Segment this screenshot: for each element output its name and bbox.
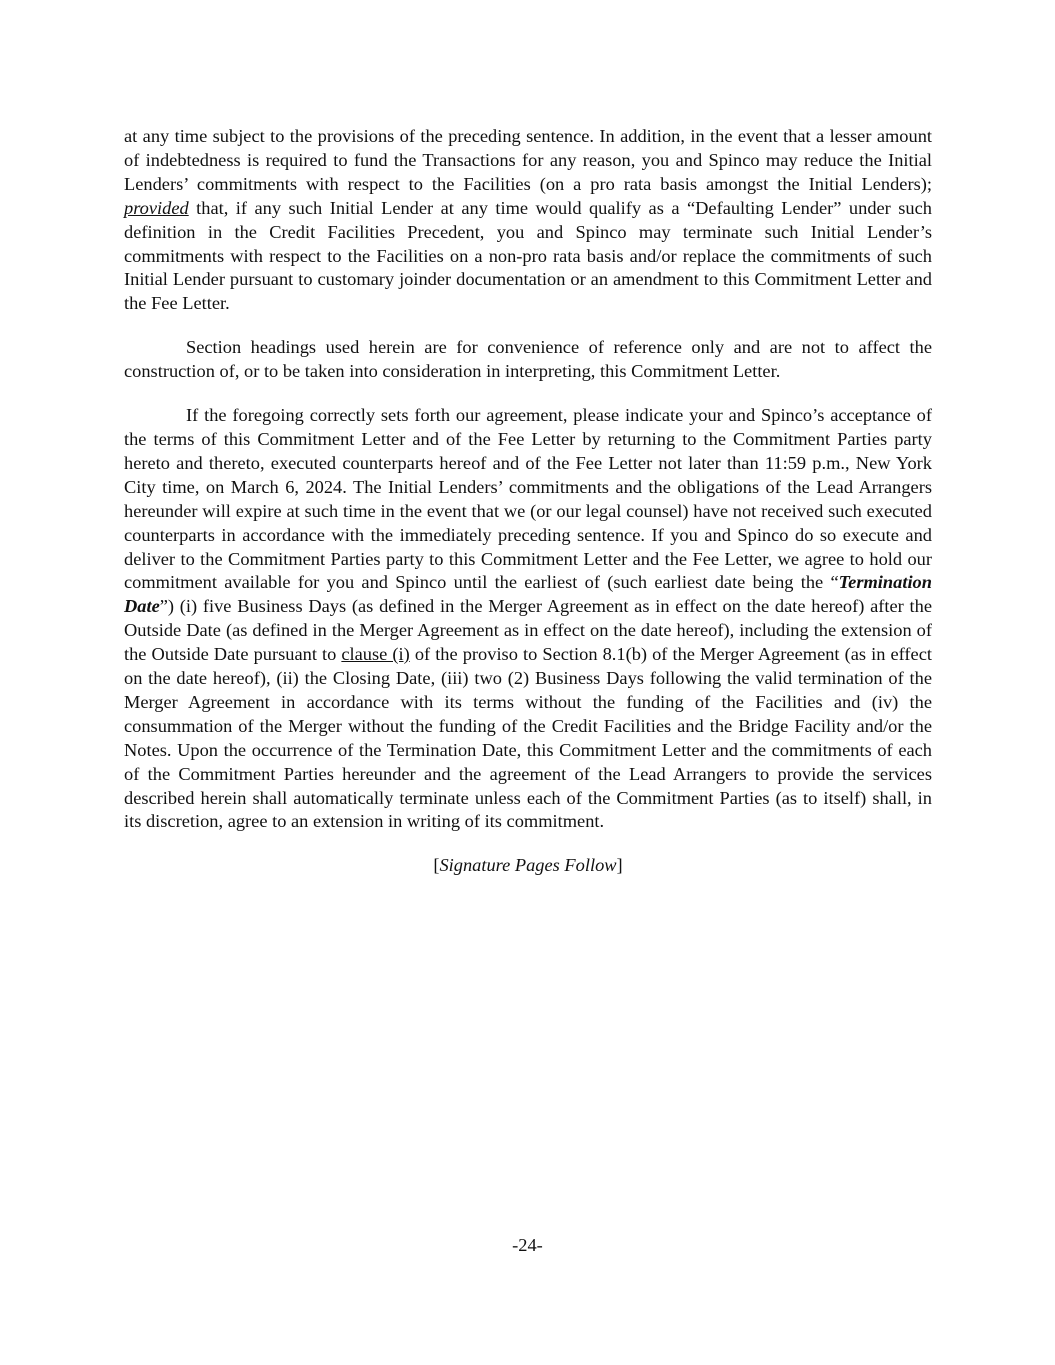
paragraph-1-text-b: that, if any such Initial Lender at any time would qualify as a “Defaulting Lender” under such definition in the Credit Facilities Precedent, you and Spinco may terminate such Initial Lender’s commitments with respect to the Facilities on a non-pro rata basis and/or replace the commitments of such Initial Lender pursuant to customary joinder documentation or an amendment to this Commitment Letter and the Fee Letter.: [124, 197, 932, 314]
signature-pages-note: [124, 854, 932, 878]
document-page: [124, 125, 932, 878]
clause-reference: clause (i): [341, 644, 410, 665]
paragraph-2-text: Section headings used herein are for convenience of reference only and are not to affect the construction of, or to be taken into consideration in interpreting, this Commitment Letter.: [124, 337, 932, 382]
paragraph-3-text-b: ”) (i) five Business Days (as defined in the Merger Agreement as in effect on the date hereof) after the Outside Date (as defined in the Merger Agreement as in effect on the date hereof), including the extension of the Outside Date pursuant to: [124, 596, 932, 665]
paragraph-1-text-a: at any time subject to the provisions of the preceding sentence. In addition, in the event that a lesser amount of indebtedness is required to fund the Transactions for any reason, you and Spinco may reduce the Initial Lenders’ commitments with respect to the Facilities (on a pro rata basis amongst the Initial Lenders);: [124, 126, 932, 194]
signature-open-bracket: [: [433, 855, 440, 876]
paragraph-section-headings: [124, 336, 932, 384]
paragraph-3-text-c: of the proviso to Section 8.1(b) of the Merger Agreement (as in effect on the date hereof), (ii) the Closing Date, (iii) two (2) Business Days following the valid termination of the Merger Agreement in accordance with its terms without the funding of the Facilities and (iv) the consummation of the Merger without the funding of the Credit Facilities and the Bridge Facility and/or the Notes. Upon the occurrence of the Termination Date, this Commitment Letter and the commitments of each of the Commitment Parties hereunder and the agreement of the Lead Arrangers to provide the services described herein shall automatically terminate unless each of the Commitment Parties (as to itself) shall, in its discretion, agree to an extension in writing of its commitment.: [124, 644, 932, 832]
paragraph-commitment-reduction: [124, 125, 932, 316]
page-number: -24-: [512, 1235, 543, 1255]
termination-date-term: Termination Date: [124, 572, 932, 617]
provided-term: provided: [124, 197, 189, 218]
paragraph-3-text-a: If the foregoing correctly sets forth our agreement, please indicate your and Spinco’s acceptance of the terms of this Commitment Letter and of the Fee Letter by returning to the Commitment Parties party hereto and thereto, executed counterparts hereof and of the Fee Letter not later than 11:59 p.m., New York City time, on March 6, 2024. The Initial Lenders’ commitments and the obligations of the Lead Arrangers hereunder will expire at such time in the event that we (or our legal counsel) have not received such executed counterparts in accordance with the immediately preceding sentence. If you and Spinco do so execute and deliver to the Commitment Parties party to this Commitment Letter and the Fee Letter, we agree to hold our commitment available for you and Spinco until the earliest of (such earliest date being the “: [124, 405, 932, 593]
signature-close-bracket: ]: [616, 855, 623, 876]
signature-pages-text: Signature Pages Follow: [439, 855, 617, 876]
paragraph-acceptance-terms: [124, 404, 932, 834]
